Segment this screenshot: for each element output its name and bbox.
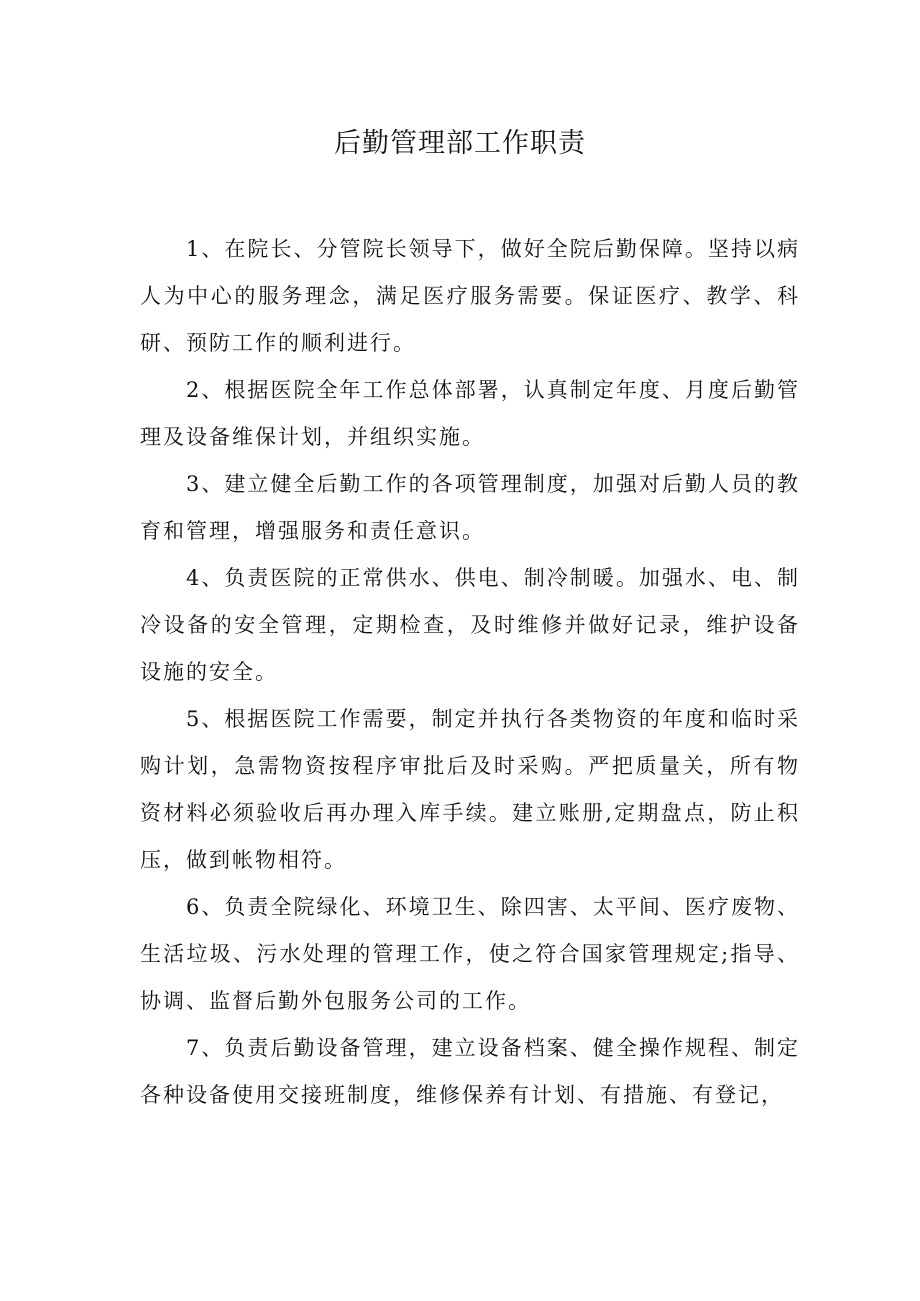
paragraph-7: 7、负责后勤设备管理，建立设备档案、健全操作规程、制定各种设备使用交接班制度，维修保养有计划、有措施、有登记，	[140, 1036, 800, 1107]
document-title: 后勤管理部工作职责	[334, 128, 586, 159]
document-body	[140, 226, 800, 1119]
paragraph-2: 2、根据医院全年工作总体部署，认真制定年度、月度后勤管理及设备维保计划，并组织实施。	[140, 378, 800, 449]
paragraph-1: 1、在院长、分管院长领导下，做好全院后勤保障。坚持以病人为中心的服务理念，满足医疗服务需要。保证医疗、教学、科研、预防工作的顺利进行。	[140, 237, 800, 355]
paragraph-3: 3、建立健全后勤工作的各项管理制度，加强对后勤人员的教育和管理，增强服务和责任意识。	[140, 472, 800, 543]
paragraph-4: 4、负责医院的正常供水、供电、制冷制暖。加强水、电、制冷设备的安全管理，定期检查，及时维修并做好记录，维护设备设施的安全。	[140, 566, 800, 684]
paragraph-6: 6、负责全院绿化、环境卫生、除四害、太平间、医疗废物、生活垃圾、污水处理的管理工作，使之符合国家管理规定;指导、协调、监督后勤外包服务公司的工作。	[140, 895, 800, 1013]
paragraph-5: 5、根据医院工作需要，制定并执行各类物资的年度和临时采购计划，急需物资按程序审批后及时采购。严把质量关，所有物资材料必须验收后再办理入库手续。建立账册,定期盘点，防止积压，做到帐物相符。	[140, 707, 800, 872]
